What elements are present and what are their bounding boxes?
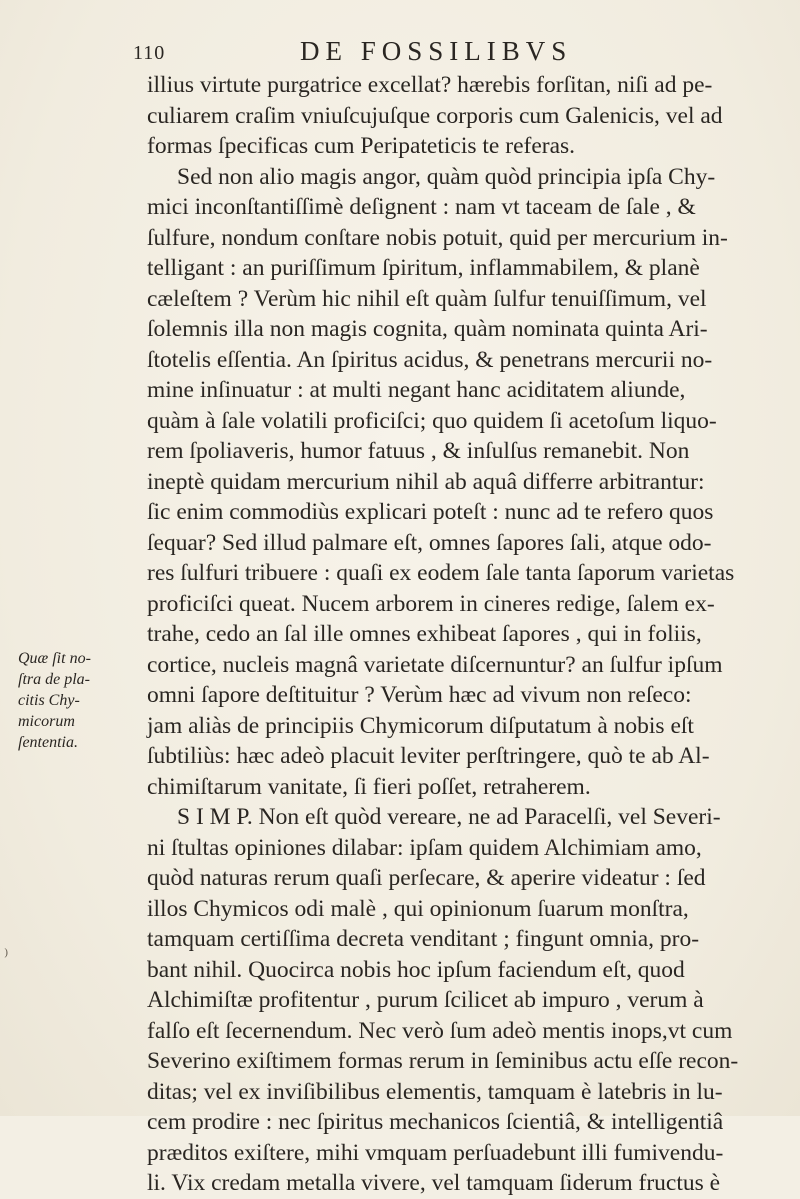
text-line: ſic enim commodiùs explicari poteſt : nunc ad te refero quos [147, 499, 714, 525]
text-line: cortice, nucleis magnâ varietate diſcernuntur? an ſulfur ipſum [147, 651, 723, 678]
text-line: S I M P. Non eſt quòd vereare, ne ad Paracelſi, vel Severi- [177, 804, 721, 830]
text-line: mine inſinuatur : at multi negant hanc aciditatem aliunde, [147, 377, 686, 403]
text-line: ſtotelis eſſentia. An ſpiritus acidus, & penetrans mercurii no- [147, 346, 713, 373]
margin-note-line: citis Chy- [18, 692, 80, 709]
text-line: bant nihil. Quocirca nobis hoc ipſum faciendum eſt, quod [147, 956, 685, 983]
text-line: præditos exiſtere, mihi vmquam perſuadebunt illi fumivendu- [147, 1139, 724, 1166]
text-line: trahe, cedo an ſal ille omnes exhibeat ſapores , qui in foliis, [147, 621, 702, 647]
text-line: res ſulfuri tribuere : quaſi ex eodem ſale tanta ſaporum varietas [147, 560, 735, 586]
text-line: culiarem craſim vniuſcujuſque corporis cum Galenicis, vel ad [147, 102, 723, 129]
text-line: telligant : an puriſſimum ſpiritum, inflammabilem, & planè [147, 255, 700, 281]
text-line: formas ſpecificas cum Peripateticis te referas. [147, 133, 576, 159]
text-line: ni ſtultas opiniones dilabar: ipſam quidem Alchimiam amo, [147, 834, 702, 861]
text-line: ſequar? Sed illud palmare eſt, omnes ſapores ſali, atque odo- [147, 529, 712, 556]
text-line: ſubtiliùs: hæc adeò placuit leviter perſtringere, quò te ab Al- [147, 743, 710, 769]
page-number: 110 [133, 42, 166, 64]
text-line: quòd naturas rerum quaſi perſecare, & aperire videatur : ſed [147, 865, 706, 891]
text-line: cem prodire : nec ſpiritus mechanicos ſcientiâ, & intelligentiâ [147, 1109, 724, 1135]
text-line: mici inconſtantiſſimè deſignent : nam vt taceam de ſale , & [147, 194, 696, 220]
text-line: ſulfure, nondum conſtare nobis potuit, quid per mercurium in- [147, 224, 728, 251]
text-line: jam aliàs de principiis Chymicorum diſputatum à nobis eſt [147, 712, 694, 739]
text-line: cæleſtem ? Verùm hic nihil eſt quàm ſulfur tenuiſſimum, vel [147, 285, 707, 312]
margin-note-line: micorum [18, 713, 75, 730]
text-line: Severino exiſtimem formas rerum in ſeminibus actu eſſe recon- [147, 1048, 739, 1074]
text-line: rem ſpoliaveris, humor fatuus , & inſulſus remanebit. Non [147, 438, 690, 464]
text-line: Alchimiſtæ profitentur , purum ſcilicet ab impuro , verum à [147, 987, 704, 1013]
text-line: li. Vix credam metalla vivere, vel tamquam ſiderum fructus è [147, 1170, 721, 1196]
margin-note-line: Quæ ſit no- [18, 650, 91, 667]
margin-note [18, 648, 143, 753]
text-line: illius virtute purgatrice excellat? hærebis forſitan, niſi ad pe- [147, 72, 713, 98]
margin-note-line: ſententia. [18, 734, 78, 751]
text-line: ineptè quidam mercurium nihil ab aquâ differre arbitrantur: [147, 468, 705, 495]
text-line: Sed non alio magis angor, quàm quòd principia ipſa Chy- [177, 163, 716, 190]
text-line: chimiſtarum vanitate, ſi fieri poſſet, retraherem. [147, 773, 591, 800]
text-line: ſolemnis illa non magis cognita, quàm nominata quinta Ari- [147, 316, 708, 342]
margin-note-line: ſtra de pla- [18, 671, 90, 688]
text-line: ditas; vel ex inviſibilibus elementis, tamquam è latebris in lu- [147, 1078, 723, 1105]
text-line: omni ſapore deſtituitur ? Verùm hæc ad vivum non reſeco: [147, 682, 692, 708]
text-line: illos Chymicos odi malè , qui opinionum ſuarum monſtra, [147, 895, 689, 922]
text-line: quàm à ſale volatili proficiſci; quo quidem ſi acetoſum liquo- [147, 407, 717, 434]
running-head: DE FOSSILIBVS [300, 36, 573, 66]
text-line: tamquam certiſſima decreta venditant ; fingunt omnia, pro- [147, 926, 700, 952]
page-edge-mark: ⁾ [4, 946, 9, 966]
text-line: proficiſci queat. Nucem arborem in cineres redige, ſalem ex- [147, 590, 715, 617]
body-text [147, 70, 797, 1199]
text-line: falſo eſt ſecernendum. Nec verò ſum adeò mentis inops,vt cum [147, 1017, 733, 1044]
